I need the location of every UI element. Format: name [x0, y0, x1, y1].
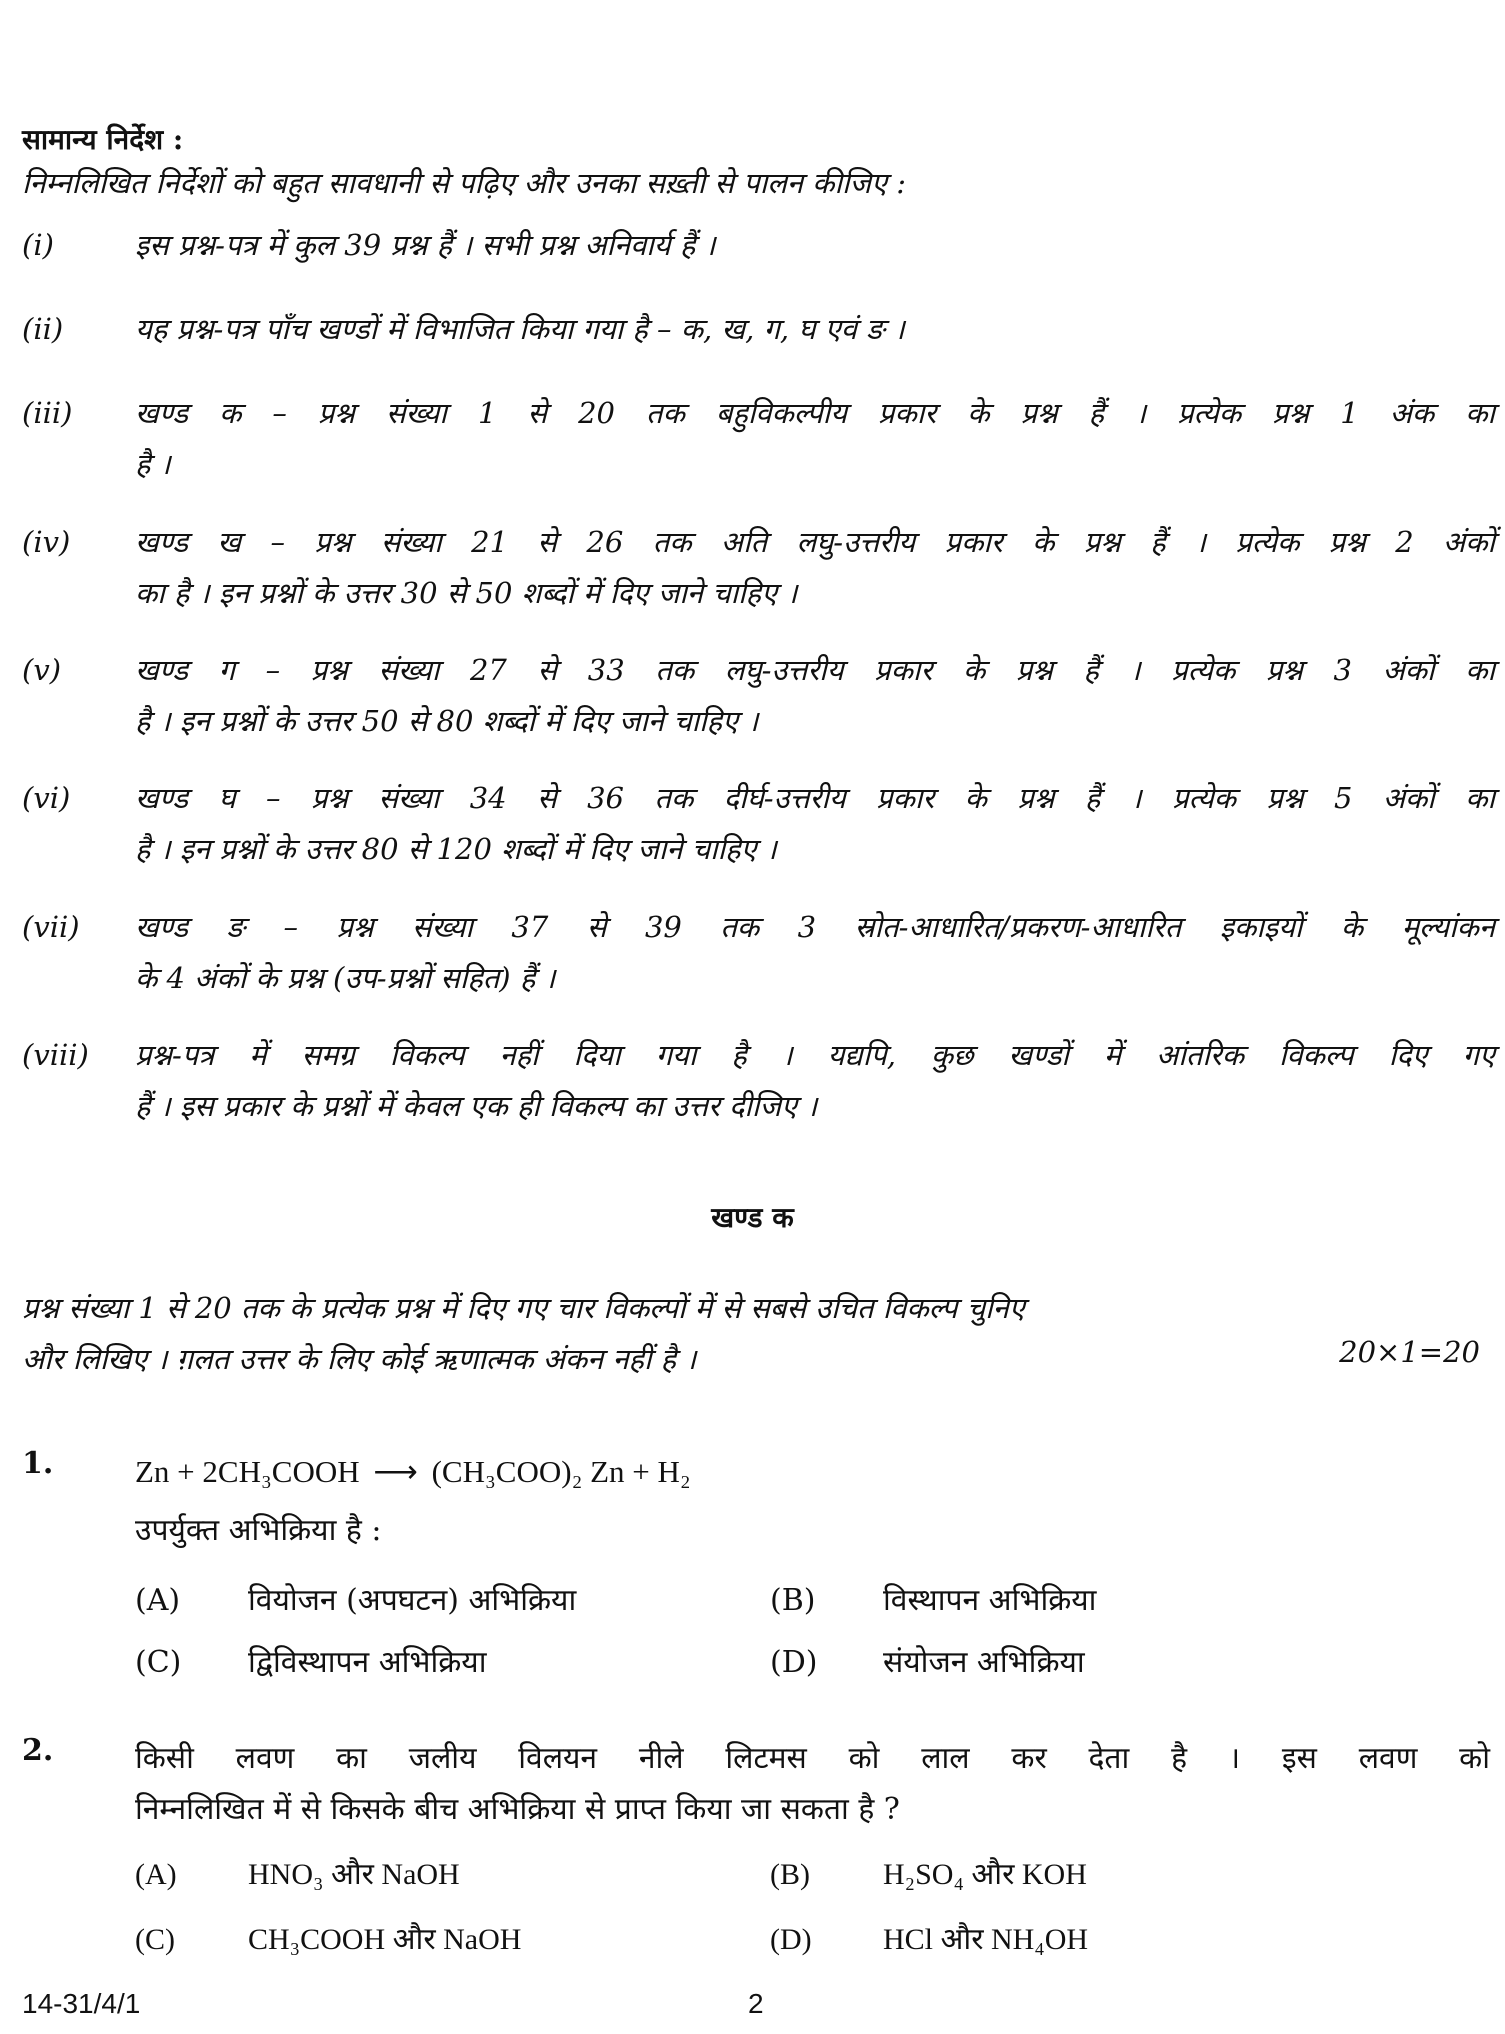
question-number: 1. [22, 1446, 54, 1481]
instruction-line: इस प्रश्न-पत्र में कुल 39 प्रश्न हैं । सभी प्रश्न अनिवार्य हैं । [135, 228, 716, 262]
page-number: 2 [748, 1988, 764, 2019]
option-label: (A) [135, 1583, 181, 1618]
option-label: (B) [770, 1583, 816, 1618]
section-intro-line: और लिखिए । ग़लत उत्तर के लिए कोई ऋणात्मक अंकन नहीं है । [22, 1342, 697, 1376]
instruction-number: (iii) [22, 396, 73, 430]
instruction-number: (vii) [22, 910, 80, 944]
instruction-line: है । [135, 447, 171, 481]
instruction-line: के 4 अंकों के प्रश्न (उप-प्रश्नों सहित) हैं । [135, 961, 556, 995]
option-text: H₂SO₄ और KOH [883, 1858, 1087, 1891]
option-label: (A) [135, 1858, 177, 1891]
option-b[interactable] [770, 1578, 1096, 1619]
instruction-number: (ii) [22, 312, 64, 346]
instruction-line: खण्ड ख – प्रश्न संख्या 21 से 26 तक अति लघु-उत्तरीय प्रकार के प्रश्न हैं । प्रत्येक प्रश्न 2 अंकों [135, 525, 1495, 559]
option-text: वियोजन (अपघटन) अभिक्रिया [248, 1583, 577, 1618]
option-text: HCl और NH₄OH [883, 1923, 1089, 1956]
option-a[interactable] [135, 1578, 576, 1619]
question-number: 2. [22, 1733, 54, 1768]
equation-rhs: (CH₃COO)₂ Zn + H₂ [431, 1454, 691, 1489]
instruction-number: (v) [22, 653, 62, 687]
equation-lhs: Zn + 2CH₃COOH [135, 1454, 360, 1489]
option-text: द्विविस्थापन अभिक्रिया [248, 1645, 487, 1680]
instruction-line: खण्ड ङ – प्रश्न संख्या 37 से 39 तक 3 स्रोत-आधारित/प्रकरण-आधारित इकाइयों के मूल्यांकन [135, 910, 1495, 944]
option-text: संयोजन अभिक्रिया [883, 1645, 1085, 1680]
instructions-intro: निम्नलिखित निर्देशों को बहुत सावधानी से पढ़िए और उनका सख़्ती से पालन कीजिए : [22, 166, 907, 200]
section-marks: 20×1=20 [1339, 1335, 1480, 1369]
instruction-line: का है । इन प्रश्नों के उत्तर 30 से 50 शब्दों में दिए जाने चाहिए । [135, 576, 798, 610]
instruction-line: हैं । इस प्रकार के प्रश्नों में केवल एक ही विकल्प का उत्तर दीजिए । [135, 1089, 818, 1123]
instruction-number: (iv) [22, 525, 71, 559]
instruction-line: खण्ड क – प्रश्न संख्या 1 से 20 तक बहुविकल्पीय प्रकार के प्रश्न हैं । प्रत्येक प्रश्न 1 अंक का [135, 396, 1495, 430]
option-d[interactable] [770, 1917, 1088, 1958]
option-a[interactable] [135, 1852, 460, 1893]
question-body [135, 1446, 1490, 1556]
paper-code: 14-31/4/1 [22, 1988, 141, 2019]
option-label: (D) [770, 1645, 818, 1680]
option-c[interactable] [135, 1917, 521, 1958]
reaction-arrow-icon: ⟶ [373, 1454, 418, 1489]
option-text: CH₃COOH और NaOH [248, 1923, 522, 1956]
option-text: विस्थापन अभिक्रिया [883, 1583, 1097, 1618]
instruction-number: (viii) [22, 1038, 89, 1072]
option-label: (D) [770, 1923, 812, 1956]
chemical-equation [135, 1446, 1490, 1497]
instruction-line: यह प्रश्न-पत्र पाँच खण्डों में विभाजित किया गया है – क, ख, ग, घ एवं ङ । [135, 312, 905, 346]
instruction-line: खण्ड घ – प्रश्न संख्या 34 से 36 तक दीर्घ-उत्तरीय प्रकार के प्रश्न हैं । प्रत्येक प्रश्न 5 अंकों का [135, 781, 1495, 815]
option-label: (C) [135, 1923, 175, 1956]
instruction-line: प्रश्न-पत्र में समग्र विकल्प नहीं दिया गया है । यद्यपि, कुछ खण्डों में आंतरिक विकल्प दिए गए [135, 1038, 1495, 1072]
option-label: (B) [770, 1858, 810, 1891]
option-text: HNO₃ और NaOH [248, 1858, 460, 1891]
section-title: खण्ड क [711, 1201, 794, 1234]
instruction-line: है । इन प्रश्नों के उत्तर 50 से 80 शब्दों में दिए जाने चाहिए । [135, 704, 759, 738]
question-stem-line: किसी लवण का जलीय विलयन नीले लिटमस को लाल कर देता है । इस लवण को [135, 1741, 1490, 1776]
question-stem-line: निम्नलिखित में से किसके बीच अभिक्रिया से प्राप्त किया जा सकता है ? [135, 1792, 900, 1827]
option-b[interactable] [770, 1852, 1087, 1893]
instruction-line: है । इन प्रश्नों के उत्तर 80 से 120 शब्दों में दिए जाने चाहिए । [135, 832, 777, 866]
question-body [135, 1733, 1490, 1835]
option-c[interactable] [135, 1640, 486, 1681]
option-d[interactable] [770, 1640, 1085, 1681]
section-intro-line: प्रश्न संख्या 1 से 20 तक के प्रत्येक प्रश्न में दिए गए चार विकल्पों में से सबसे उचित विकल्प चुनिए [22, 1291, 1025, 1325]
instruction-line: खण्ड ग – प्रश्न संख्या 27 से 33 तक लघु-उत्तरीय प्रकार के प्रश्न हैं । प्रत्येक प्रश्न 3 अंकों का [135, 653, 1495, 687]
question-stem: उपर्युक्त अभिक्रिया है : [135, 1513, 382, 1548]
instruction-number: (vi) [22, 781, 71, 815]
instruction-number: (i) [22, 228, 54, 262]
general-instructions-heading: सामान्य निर्देश : [22, 123, 184, 156]
section-intro [22, 1283, 1025, 1385]
option-label: (C) [135, 1645, 182, 1680]
